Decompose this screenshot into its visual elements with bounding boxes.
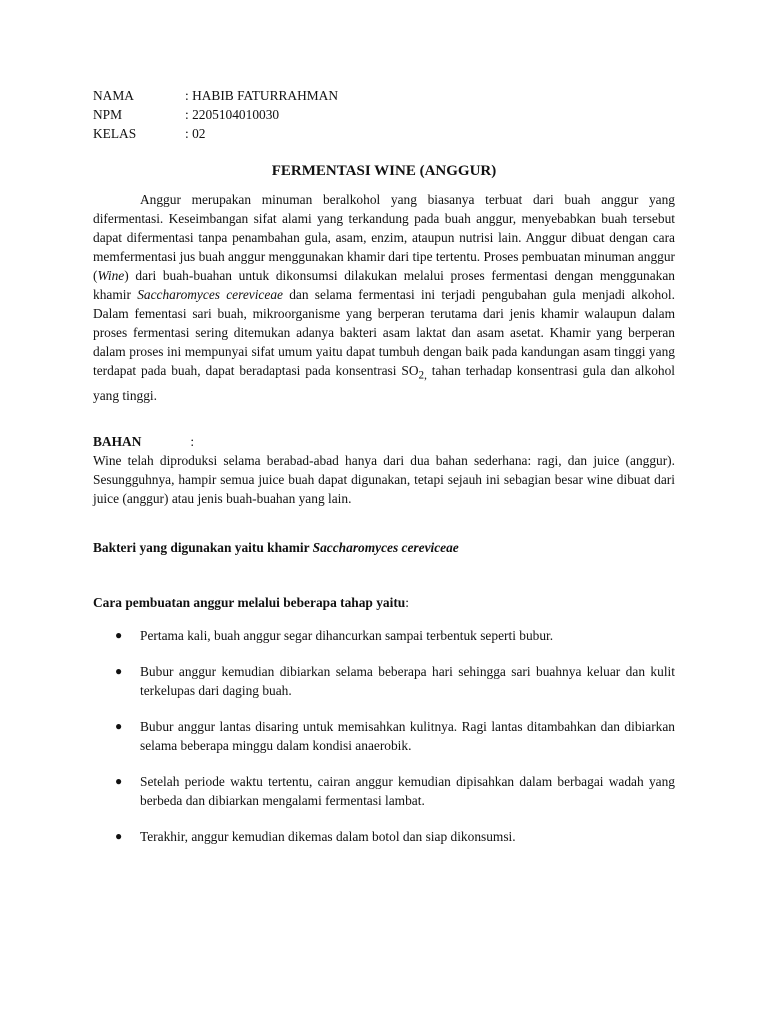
steps-heading-text: Cara pembuatan anggur melalui beberapa tahap yaitu (93, 594, 406, 610)
step-text: Pertama kali, buah anggur segar dihancurkan sampai terbentuk seperti bubur. (140, 627, 554, 643)
bahan-heading (93, 432, 675, 451)
intro-yeast-name: Saccharomyces cereviceae (137, 287, 283, 302)
bullet-icon: ● (115, 718, 123, 733)
list-item (93, 717, 675, 755)
bullet-icon: ● (115, 773, 123, 788)
list-item (93, 772, 675, 810)
steps-heading-colon: : (405, 594, 409, 610)
bahan-label: BAHAN (93, 433, 142, 449)
intro-text-4: tahan terhadap konsentrasi gula dan alkohol yang tinggi. (93, 363, 675, 403)
identity-value: : 2205104010030 (185, 107, 280, 122)
list-item (93, 626, 675, 645)
list-item (93, 827, 675, 846)
steps-heading (93, 593, 675, 612)
intro-text-3: dan selama fermentasi ini terjadi pengubahan gula menjadi alkohol. Dalam fementasi sari buah, mikroorganisme yang berperan terutama dari jenis khamir walaupun dalam proses fermentasi sering ditemukan adanya bakteri asam laktat dan asam asetat. Khamir yang berperan dalam proses ini mempunyai sifat umum yaitu dapat tumbuh dengan baik pada kandungan asam tinggi yang terdapat pada buah, dapat beradaptasi pada konsentrasi SO (93, 287, 676, 378)
document-title: FERMENTASI WINE (ANGGUR) (271, 163, 497, 179)
identity-block (93, 86, 675, 143)
step-text: Bubur anggur kemudian dibiarkan selama beberapa hari sehingga sari buahnya keluar dan kulit terkelupas dari daging buah. (140, 663, 675, 698)
step-text: Setelah periode waktu tertentu, cairan anggur kemudian dipisahkan dalam berbagai wadah yang berbeda dan dibiarkan mengalami fermentasi lambat. (140, 773, 675, 808)
steps-list (93, 626, 675, 846)
intro-subscript: 2, (418, 369, 427, 382)
intro-text-2: ) dari buah-buahan untuk dikonsumsi dilakukan melalui proses fermentasi dengan menggunakan khamir (93, 268, 675, 302)
bullet-icon: ● (115, 627, 123, 642)
bakteri-name: Saccharomyces cereviceae (312, 539, 459, 555)
bakteri-line (93, 538, 675, 557)
step-text: Bubur anggur lantas disaring untuk memisahkan kulitnya. Ragi lantas ditambahkan dan dibiarkan selama beberapa minggu dalam kondisi anaerobik. (140, 718, 675, 753)
list-item (93, 662, 675, 700)
bullet-icon: ● (115, 663, 123, 678)
identity-row-nama (93, 86, 675, 105)
identity-row-npm (93, 105, 675, 124)
bahan-paragraph: Wine telah diproduksi selama berabad-abad hanya dari dua bahan sederhana: ragi, dan juice (anggur). Sesungguhnya, hampir semua juice buah dapat digunakan, tetapi sejauh ini sebagian besar wine dibuat dari juice (anggur) atau jenis buah-buahan yang lain. (93, 452, 675, 506)
bakteri-prefix: Bakteri yang digunakan yaitu khamir (93, 539, 313, 555)
intro-paragraph (93, 190, 675, 405)
identity-key: NPM (93, 107, 123, 122)
step-text: Terakhir, anggur kemudian dikemas dalam botol dan siap dikonsumsi. (140, 828, 516, 844)
identity-row-kelas (93, 124, 675, 143)
bahan-colon: : (190, 433, 195, 449)
identity-key: NAMA (93, 88, 134, 103)
intro-wine-term: Wine (97, 268, 125, 283)
identity-key: KELAS (93, 126, 137, 141)
identity-value: : 02 (185, 126, 206, 141)
identity-value: : HABIB FATURRAHMAN (185, 88, 339, 103)
bullet-icon: ● (115, 828, 123, 843)
intro-text-1: Anggur merupakan minuman beralkohol yang biasanya terbuat dari buah anggur yang difermentasi. Keseimbangan sifat alami yang terkandung pada buah anggur, menyebabkan buah tersebut dapat difermentasi tanpa penambahan gula, asam, enzim, ataupun nutrisi lain. Anggur dibuat dengan cara memfermentasi jus buah anggur menggunakan khamir dari tipe tertentu. Proses pembuatan minuman anggur ( (93, 192, 675, 283)
document-content (93, 86, 675, 863)
